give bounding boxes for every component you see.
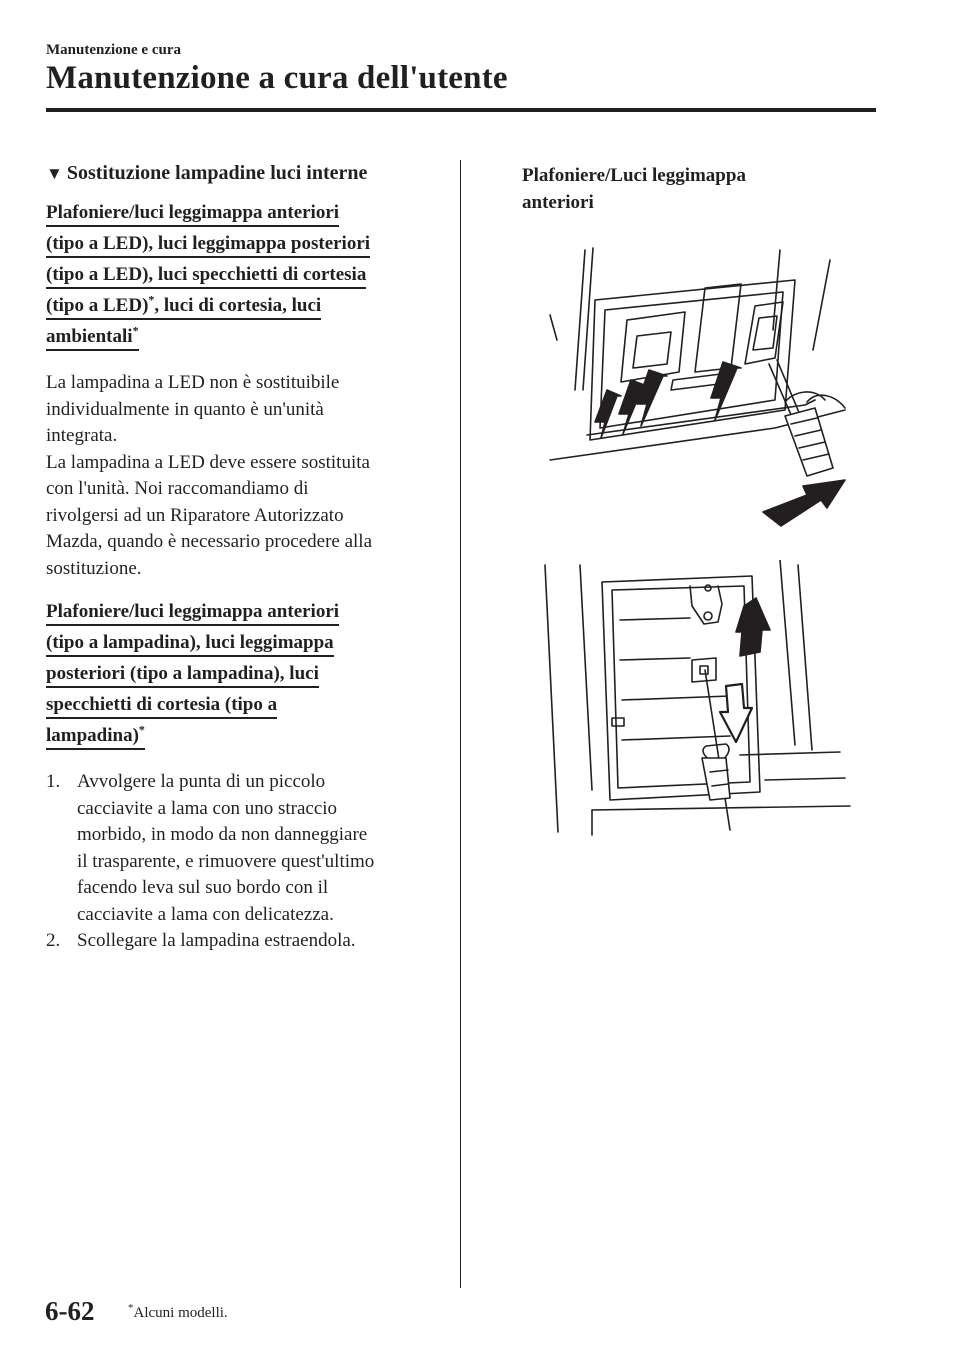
subheading-line: Plafoniere/luci leggimappa anteriori — [46, 600, 339, 626]
asterisk-mark: * — [132, 323, 139, 338]
list-item — [46, 769, 438, 928]
step-line: facendo leva sul suo bordo con il — [77, 877, 329, 898]
subheading-line — [46, 325, 139, 351]
step-number: 1. — [46, 771, 61, 792]
asterisk-mark: * — [128, 1302, 134, 1314]
asterisk-mark: * — [138, 722, 145, 737]
subheading-line: posteriori (tipo a lampadina), luci — [46, 662, 319, 688]
step-line: cacciavite a lama con uno straccio — [77, 797, 338, 819]
led-paragraph — [46, 370, 438, 582]
subheading-fragment: , luci di cortesia, luci — [154, 295, 322, 316]
subheading-line: (tipo a LED), luci leggimappa posteriori — [46, 232, 370, 258]
column-divider — [460, 160, 461, 1288]
paragraph-line: con l'unità. Noi raccomandiamo di — [46, 478, 309, 499]
step-line: il trasparente, e rimuovere quest'ultimo — [77, 850, 375, 872]
paragraph-line: integrata. — [46, 425, 118, 446]
paragraph-line: Mazda, quando è necessario procedere alla — [46, 531, 372, 552]
heading-line: anteriori — [522, 192, 594, 213]
paragraph-line: La lampadina a LED non è sostituibile — [46, 372, 340, 393]
asterisk-mark: * — [148, 292, 155, 307]
step-number: 2. — [46, 930, 61, 951]
subheading-line: (tipo a LED), luci specchietti di cortesia — [46, 263, 366, 289]
paragraph-line: La lampadina a LED deve essere sostituita — [46, 451, 370, 473]
subheading-line: Plafoniere/luci leggimappa anteriori — [46, 201, 339, 227]
left-column — [46, 162, 438, 955]
paragraph-line: rivolgersi ad un Riparatore Autorizzato — [46, 504, 344, 526]
step-line: Avvolgere la punta di un piccolo — [77, 771, 326, 792]
footnote-text: Alcuni modelli. — [133, 1305, 228, 1321]
bulb-removal-illustration — [540, 560, 855, 840]
running-header-section: Manutenzione e cura — [46, 42, 181, 58]
step-line: cacciavite a lama con delicatezza. — [77, 903, 334, 925]
subheading-line: (tipo a lampadina), luci leggimappa — [46, 631, 334, 657]
paragraph-line: individualmente in quanto è un'unità — [46, 398, 324, 420]
lens-removal-illustration — [545, 240, 855, 530]
section-heading — [46, 162, 438, 185]
subheading-led — [46, 199, 438, 354]
subheading-fragment: ambientali — [46, 326, 133, 347]
subheading-line: specchietti di cortesia (tipo a — [46, 693, 277, 719]
subheading-fragment: (tipo a LED) — [46, 295, 149, 316]
subheading-fragment: lampadina) — [46, 725, 139, 746]
footnote — [128, 1302, 228, 1322]
step-line: morbido, in modo da non danneggiare — [77, 824, 368, 845]
steps-list — [46, 769, 438, 955]
step-line: Scollegare la lampadina estraendola. — [77, 930, 356, 951]
paragraph-line: sostituzione. — [46, 557, 142, 579]
heading-line: Plafoniere/Luci leggimappa — [522, 165, 746, 186]
subheading-line — [46, 724, 145, 750]
right-heading — [522, 162, 746, 216]
section-heading-text: Sostituzione lampadine luci interne — [66, 162, 368, 184]
subheading-bulb — [46, 598, 438, 753]
page-number: 6-62 — [45, 1296, 95, 1326]
list-item — [46, 928, 438, 955]
page-title: Manutenzione a cura dell'utente — [46, 60, 508, 96]
triangle-bullet-icon: ▼ — [46, 164, 63, 183]
subheading-line — [46, 294, 321, 320]
header-rule — [46, 108, 876, 112]
